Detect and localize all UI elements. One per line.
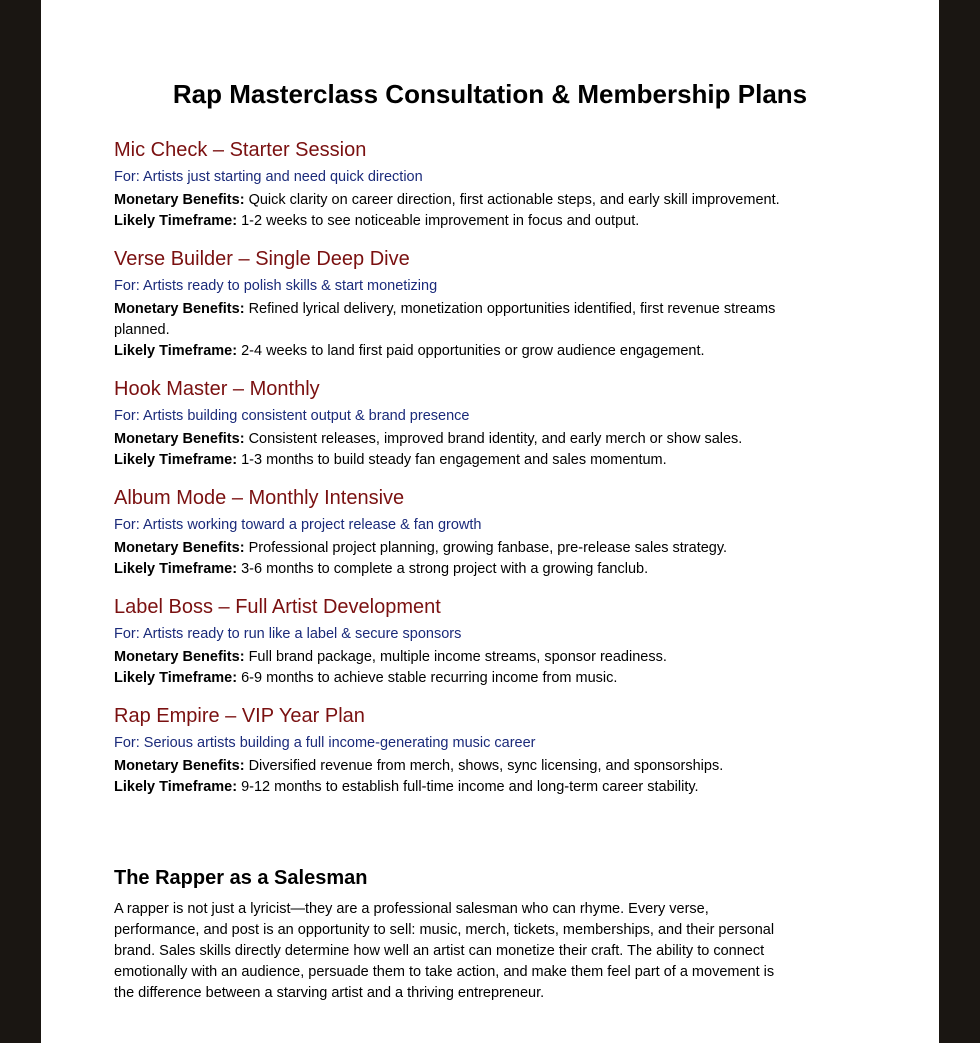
salesman-section-body: A rapper is not just a lyricist—they are a professional salesman who can rhyme. Every verse, performance, and post is an opportunity to sell: music, merch, tickets, memberships, and their personal brand. Sales skills directly determine how well an artist can monetize their craft. The ability to connect emotionally with an audience, persuade them to take action, and make them feel part of a movement is the difference between a starving artist and a thriving entrepreneur. [114,901,775,1001]
timeframe-value: 2-4 weeks to land first paid opportunities or grow audience engagement. [241,343,705,359]
monetary-label: Monetary Benefits: [114,758,245,774]
plan-audience: For: Artists ready to run like a label & secure sponsors [114,626,462,642]
timeframe-value: 1-2 weeks to see noticeable improvement in focus and output. [241,213,640,229]
plan-timeframe [114,341,804,362]
plan-item [114,244,804,362]
plan-timeframe [114,668,804,689]
salesman-section-title: The Rapper as a Salesman [114,867,368,889]
timeframe-value: 9-12 months to establish full-time income and long-term career stability. [241,779,699,795]
plan-timeframe [114,450,804,471]
plan-title: Label Boss – Full Artist Development [114,596,441,618]
plan-title: Verse Builder – Single Deep Dive [114,248,410,270]
plan-audience: For: Artists building consistent output & brand presence [114,408,470,424]
plans-list [114,135,804,810]
plan-timeframe [114,559,804,580]
plan-title: Mic Check – Starter Session [114,139,367,161]
timeframe-label: Likely Timeframe: [114,779,238,795]
monetary-value: Quick clarity on career direction, first actionable steps, and early skill improvement. [248,192,780,208]
plan-monetary-benefits [114,756,804,777]
plan-audience: For: Artists ready to polish skills & start monetizing [114,278,438,294]
monetary-value: Full brand package, multiple income streams, sponsor readiness. [248,649,667,665]
plan-title: Album Mode – Monthly Intensive [114,487,405,509]
plan-title: Hook Master – Monthly [114,378,320,400]
plan-monetary-benefits [114,647,804,668]
monetary-value: Refined lyrical delivery, monetization opportunities identified, first revenue streams planned. [114,301,776,338]
monetary-value: Consistent releases, improved brand identity, and early merch or show sales. [248,431,743,447]
timeframe-label: Likely Timeframe: [114,343,238,359]
plan-audience: For: Artists just starting and need quick direction [114,169,423,185]
plan-item [114,374,804,471]
plan-item [114,135,804,232]
monetary-value: Diversified revenue from merch, shows, sync licensing, and sponsorships. [248,758,724,774]
monetary-label: Monetary Benefits: [114,301,245,317]
plan-monetary-benefits [114,299,804,341]
plan-timeframe [114,777,804,798]
plan-audience: For: Serious artists building a full income-generating music career [114,735,536,751]
plan-timeframe [114,211,804,232]
timeframe-label: Likely Timeframe: [114,213,238,229]
monetary-label: Monetary Benefits: [114,192,245,208]
page-title: Rap Masterclass Consultation & Membership Plans [172,79,808,109]
plan-item [114,592,804,689]
monetary-label: Monetary Benefits: [114,540,245,556]
monetary-label: Monetary Benefits: [114,649,245,665]
monetary-value: Professional project planning, growing fanbase, pre-release sales strategy. [248,540,728,556]
timeframe-value: 1-3 months to build steady fan engagement and sales momentum. [241,452,667,468]
plan-title: Rap Empire – VIP Year Plan [114,705,365,727]
plan-monetary-benefits [114,429,804,450]
timeframe-value: 3-6 months to complete a strong project with a growing fanclub. [241,561,649,577]
plan-monetary-benefits [114,190,804,211]
timeframe-label: Likely Timeframe: [114,561,238,577]
timeframe-label: Likely Timeframe: [114,452,238,468]
plan-audience: For: Artists working toward a project release & fan growth [114,517,482,533]
plan-monetary-benefits [114,538,804,559]
plan-item [114,483,804,580]
plan-item [114,701,804,798]
timeframe-label: Likely Timeframe: [114,670,238,686]
timeframe-value: 6-9 months to achieve stable recurring income from music. [241,670,618,686]
monetary-label: Monetary Benefits: [114,431,245,447]
